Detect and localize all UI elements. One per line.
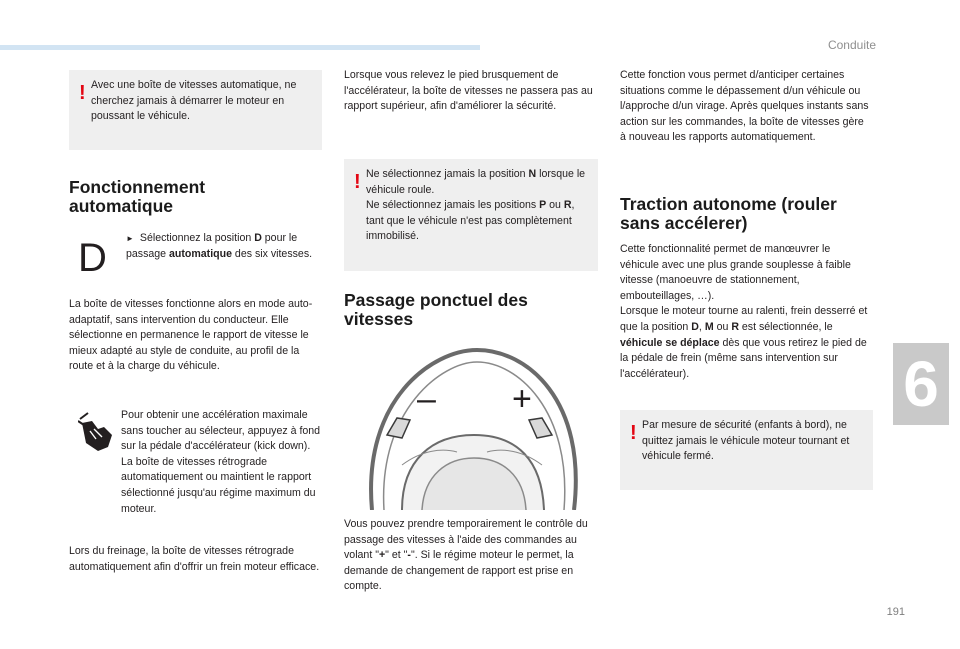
- page-number: 191: [886, 606, 905, 618]
- paragraph: Lors du freinage, la boîte de vitesses rétrograde automatiquement afin d'offrir un frein moteur efficace.: [69, 545, 320, 573]
- paragraph: Cette fonctionnalité permet de manœuvrer le véhicule avec une plus grande souplesse à faible vitesse (manoeuvre de stationnement, embouteillages, …). Lorsque le moteur tourne au ralenti, frein desserré et que la position D, M ou R est sélectionnée, le véhicule se déplace dès que vous retirez le pied de la pédale de frein (même sans intervention sur l'accélérateur).: [620, 243, 868, 380]
- paragraph: Lorsque vous relevez le pied brusquement de l'accélérateur, la boîte de vitesses ne passera pas au rapport supérieur, afin d'améliorer la sécurité.: [344, 69, 593, 113]
- paragraph: La boîte de vitesses fonctionne alors en mode auto-adaptatif, sans intervention du conducteur. Elle sélectionne en permanence le rapport de vitesse le mieux adapté au style de conduite, au profil de la route et à la charge du véhicule.: [69, 298, 313, 373]
- warning-text: Avec une boîte de vitesses automatique, ne cherchez jamais à démarrer le moteur en poussant le véhicule.: [91, 79, 297, 123]
- minus-label: –: [417, 380, 436, 418]
- plus-label: +: [512, 380, 532, 418]
- kick-down-pedal-icon: [78, 411, 116, 453]
- section-heading: Traction autonome (rouler sans accélerer): [620, 194, 837, 233]
- warning-box: [620, 410, 873, 490]
- chapter-number: 6: [893, 343, 949, 425]
- section-title: Conduite: [827, 38, 876, 52]
- warning-exclamation-icon: !: [354, 171, 361, 193]
- position-d-icon: D: [78, 236, 107, 280]
- warning-exclamation-icon: !: [630, 422, 637, 444]
- section-heading: Passage ponctuel des vitesses: [344, 290, 528, 329]
- section-heading: Fonctionnement automatique: [69, 177, 206, 216]
- kickdown-text: Pour obtenir une accélération maximale sans toucher au sélecteur, appuyez à fond sur la pédale d'accélérateur (kick down). La boîte de vitesses rétrograde automatiquement ou maintient le rapport sélectionné jusqu'au régime maximum du moteur.: [121, 409, 321, 515]
- right-arrow-bullet-icon: ►: [126, 234, 134, 243]
- warning-box: [69, 70, 322, 150]
- step-instruction: ► Sélectionnez la position D pour le passage automatique des six vitesses.: [126, 232, 313, 260]
- warning-text: Par mesure de sécurité (enfants à bord), ne quittez jamais le véhicule moteur tournant et véhicule fermé.: [642, 419, 850, 463]
- header-bar: [0, 45, 480, 50]
- paragraph: Vous pouvez prendre temporairement le contrôle du passage des vitesses à l'aide des commandes au volant "+" et "-". Si le régime moteur le permet, la demande de changement de rapport est prise en compte.: [344, 518, 588, 593]
- paragraph: Cette fonction vous permet d/anticiper certaines situations comme le dépassement d/un véhicule ou l/approche d/un virage. Après quelques instants sans action sur les commandes, la boîte de vitesses gère à nouveau les rapports automatiquement.: [620, 69, 869, 144]
- steering-wheel-paddles-icon: [362, 340, 582, 510]
- warning-text: Ne sélectionnez jamais la position N lorsque le véhicule roule. Ne sélectionnez jamais les positions P ou R, tant que le véhicule n'est pas complètement immobilisé.: [366, 168, 586, 243]
- warning-exclamation-icon: !: [79, 82, 86, 104]
- warning-box: [344, 159, 598, 271]
